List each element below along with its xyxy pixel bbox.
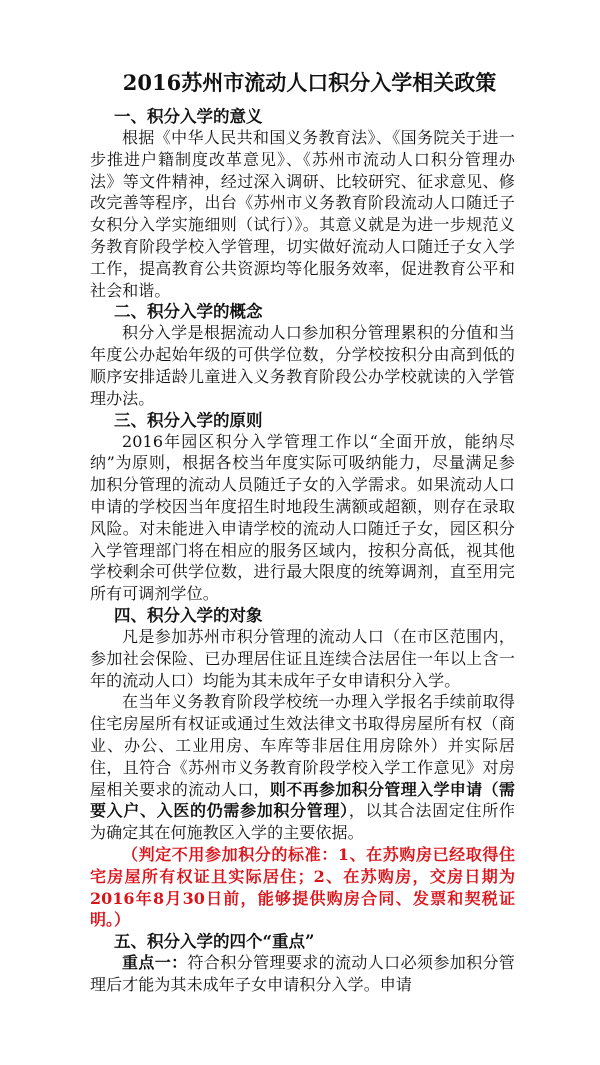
document-content [90,68,515,996]
section-3-paragraph: 2016年园区积分入学管理工作以“全面开放，能纳尽纳”为原则，根据各校当年度实际可吸纳能力，尽量满足参加积分管理的流动人员随迁子女的入学需求。如果流动人口申请的学校因当年度招生时地段生满额或超额，则存在录取风险。对未能进入申请学校的流动人口随迁子女，园区积分入学管理部门将在相应的服务区域内，按积分高低，视其他学校剩余可供学位数，进行最大限度的统筹调剂，直至用完所有可调剂学位。 [90,431,515,604]
key-point-1-text: 符合积分管理要求的流动人口必须参加积分管理后才能为其未成年子女申请积分入学。申请 [90,953,515,994]
section-4-paragraph-1: 凡是参加苏州市积分管理的流动人口（在市区范围内，参加社会保险、已办理居住证且连续合法居住一年以上含一年的流动人口）均能为其未成年子女申请积分入学。 [90,626,515,690]
section-heading-4: 四、积分入学的对象 [114,605,263,625]
section-4-para2-bold: 则不再参加积分管理入学申请（需要入户、入医的仍需参加积分管理） [90,779,515,821]
section-4-paragraph-2 [90,691,515,844]
section-5-paragraph [90,952,515,996]
section-heading-5: 五、积分入学的四个“重点” [114,932,315,952]
section-heading-1: 一、积分入学的意义 [114,107,263,126]
section-heading-2: 二、积分入学的概念 [114,302,263,322]
section-1-paragraph: 根据《中华人民共和国义务教育法》、《国务院关于进一步推进户籍制度改革意见》、《苏州市流动人口积分管理办法》等文件精神，经过深入调研、比较研究、征求意见、修改完善等程序，出台《苏州市义务教育阶段流动人口随迁子女积分入学实施细则（试行）》。其意义就是为进一步规范义务教育阶段学校入学管理，切实做好流动人口随迁子女入学工作，提高教育公共资源均等化服务效率，促进教育公平和社会和谐。 [90,128,515,300]
section-4-para2-start: 在当年义务教育阶段学校统一办理入学报名手续前取得住宅房屋所有权证或通过生效法律文书取得房屋所有权（商业、办公、工业用房、车库等非居住用房除外）并实际居住，且符合《苏州市义务教育阶段学校入学工作意见》对房屋相关要求的流动人口， [90,692,515,799]
page-title: 2016苏州市流动人口积分入学相关政策 [122,70,497,95]
section-2-paragraph: 积分入学是根据流动人口参加积分管理累积的分值和当年度公办起始年级的可供学位数，分学校按积分由高到低的顺序安排适龄儿童进入义务教育阶段公办学校就读的入学管理办法。 [90,323,515,408]
key-point-1-label: 重点一： [122,953,188,973]
section-4-para2-end: ，以其合法固定住所作为确定其在何施教区入学的主要依据。 [90,801,515,843]
criteria-note: （判定不用参加积分的标准：1、在苏购房已经取得住宅房屋所有权证且实际居住；2、在苏购房，交房日期为2016年8月30日前，能够提供购房合同、发票和契税证明。） [90,844,515,930]
section-heading-3: 三、积分入学的原则 [114,410,263,430]
